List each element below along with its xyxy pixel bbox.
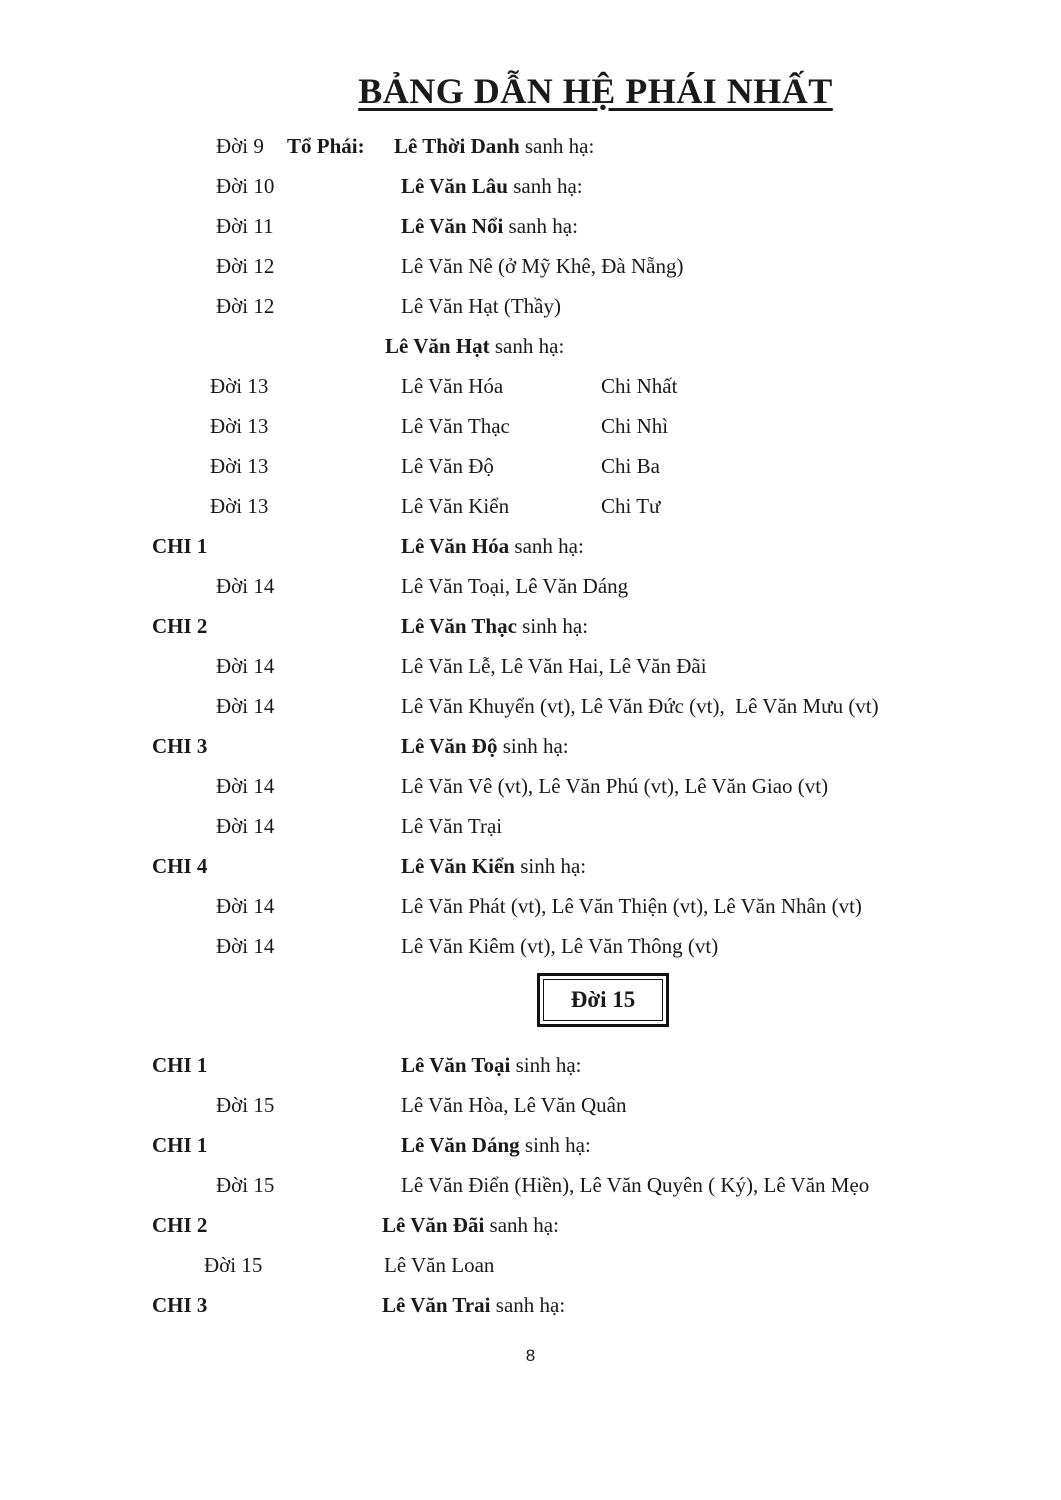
- genealogy-row: [0, 726, 1061, 766]
- genealogy-row: [0, 926, 1061, 966]
- page-number: 8: [525, 1346, 536, 1365]
- entry-text: Lê Văn Toại, Lê Văn Dáng: [401, 574, 629, 598]
- founder-label: Tổ Phái:: [287, 134, 365, 158]
- entry-text: Lê Văn Kiển sinh hạ:: [401, 854, 587, 878]
- entry-text: Lê Văn Nổi sanh hạ:: [401, 214, 578, 238]
- entry-text: Lê Văn Dáng sinh hạ:: [401, 1133, 591, 1157]
- entry-text: Lê Văn Lâu sanh hạ:: [401, 174, 583, 198]
- entry-text: Lê Văn Phát (vt), Lê Văn Thiện (vt), Lê Văn Nhân (vt): [401, 894, 862, 918]
- genealogy-row: [0, 286, 1061, 326]
- chi-label: CHI 4: [152, 854, 208, 878]
- page-title: [0, 68, 1061, 114]
- generation-label: Đời 14: [216, 934, 275, 958]
- chi-label: CHI 2: [152, 614, 208, 638]
- entry-text: Lê Văn Loan: [384, 1253, 495, 1277]
- generation-label: Đời 14: [216, 894, 275, 918]
- genealogy-row: [0, 406, 1061, 446]
- genealogy-row: [0, 246, 1061, 286]
- generation-label: Đời 12: [216, 254, 275, 278]
- entry-text: Lê Văn Điển (Hiền), Lê Văn Quyên ( Ký), Lê Văn Mẹo: [401, 1173, 870, 1197]
- genealogy-row: [0, 806, 1061, 846]
- genealogy-row: [0, 646, 1061, 686]
- chi-label: CHI 1: [152, 534, 208, 558]
- entry-text: Lê Thời Danh sanh hạ:: [394, 134, 595, 158]
- generation-label: Đời 11: [216, 214, 274, 238]
- genealogy-row: [0, 1285, 1061, 1325]
- genealogy-row: [0, 606, 1061, 646]
- entry-text: Lê Văn Khuyển (vt), Lê Văn Đức (vt), Lê Văn Mưu (vt): [401, 694, 879, 718]
- genealogy-row: [0, 1165, 1061, 1205]
- entry-text: Lê Văn Hóa sanh hạ:: [401, 534, 584, 558]
- entry-text: Lê Văn Trai sanh hạ:: [382, 1293, 566, 1317]
- generation-label: Đời 13: [210, 454, 269, 478]
- generation-label: Đời 14: [216, 574, 275, 598]
- genealogy-row: [0, 886, 1061, 926]
- genealogy-row: [0, 326, 1061, 366]
- genealogy-row: [0, 526, 1061, 566]
- branch-label: Chi Nhì: [601, 414, 669, 438]
- entry-text: Lê Văn Hòa, Lê Văn Quân: [401, 1093, 627, 1117]
- genealogy-row: [0, 126, 1061, 166]
- entry-text: Lê Văn Thạc sinh hạ:: [401, 614, 589, 638]
- branch-label: Chi Nhất: [601, 374, 678, 398]
- chi-label: CHI 2: [152, 1213, 208, 1237]
- entry-text: Lê Văn Trại: [401, 814, 503, 838]
- chi-label: CHI 1: [152, 1133, 208, 1157]
- generation-label: Đời 14: [216, 654, 275, 678]
- title-text: BẢNG DẪN HỆ PHÁI NHẤT: [358, 71, 833, 111]
- generation-label: Đời 9: [216, 134, 264, 158]
- genealogy-row: [0, 766, 1061, 806]
- genealogy-row: [0, 486, 1061, 526]
- genealogy-row: [0, 446, 1061, 486]
- section-box: [537, 973, 669, 1027]
- genealogy-row: [0, 1245, 1061, 1285]
- chi-label: CHI 1: [152, 1053, 208, 1077]
- entry-text: Lê Văn Độ sinh hạ:: [401, 734, 569, 758]
- entry-text: Lê Văn Vê (vt), Lê Văn Phú (vt), Lê Văn Giao (vt): [401, 774, 829, 798]
- generation-label: Đời 13: [210, 374, 269, 398]
- generation-label: Đời 14: [216, 814, 275, 838]
- entry-text: Lê Văn Kiêm (vt), Lê Văn Thông (vt): [401, 934, 719, 958]
- branch-label: Chi Ba: [601, 454, 660, 478]
- genealogy-row: [0, 686, 1061, 726]
- chi-label: CHI 3: [152, 734, 208, 758]
- genealogy-row: [0, 366, 1061, 406]
- genealogy-row: [0, 206, 1061, 246]
- entry-text: Lê Văn Thạc: [401, 414, 510, 438]
- section-box-label: Đời 15: [543, 979, 663, 1021]
- entry-text: Lê Văn Hóa: [401, 374, 504, 398]
- genealogy-row: [0, 566, 1061, 606]
- genealogy-row: [0, 846, 1061, 886]
- generation-label: Đời 14: [216, 694, 275, 718]
- generation-label: Đời 10: [216, 174, 275, 198]
- generation-label: Đời 13: [210, 494, 269, 518]
- entry-text: Lê Văn Kiển: [401, 494, 510, 518]
- genealogy-row: [0, 1045, 1061, 1085]
- generation-label: Đời 15: [216, 1173, 275, 1197]
- entry-text: Lê Văn Đãi sanh hạ:: [382, 1213, 559, 1237]
- entry-text: Lê Văn Lễ, Lê Văn Hai, Lê Văn Đãi: [401, 654, 707, 678]
- branch-label: Chi Tư: [601, 494, 661, 518]
- genealogy-row: [0, 1085, 1061, 1125]
- entry-text: Lê Văn Nê (ở Mỹ Khê, Đà Nẵng): [401, 254, 684, 278]
- entry-text: Lê Văn Hạt (Thầy): [401, 294, 561, 318]
- generation-label: Đời 15: [204, 1253, 263, 1277]
- entry-text: Lê Văn Toại sinh hạ:: [401, 1053, 582, 1077]
- genealogy-row: [0, 1125, 1061, 1165]
- entry-text: Lê Văn Độ: [401, 454, 494, 478]
- generation-label: Đời 14: [216, 774, 275, 798]
- generation-label: Đời 15: [216, 1093, 275, 1117]
- entry-text: Lê Văn Hạt sanh hạ:: [385, 334, 565, 358]
- genealogy-row: [0, 166, 1061, 206]
- chi-label: CHI 3: [152, 1293, 208, 1317]
- generation-label: Đời 13: [210, 414, 269, 438]
- generation-label: Đời 12: [216, 294, 275, 318]
- genealogy-row: [0, 1205, 1061, 1245]
